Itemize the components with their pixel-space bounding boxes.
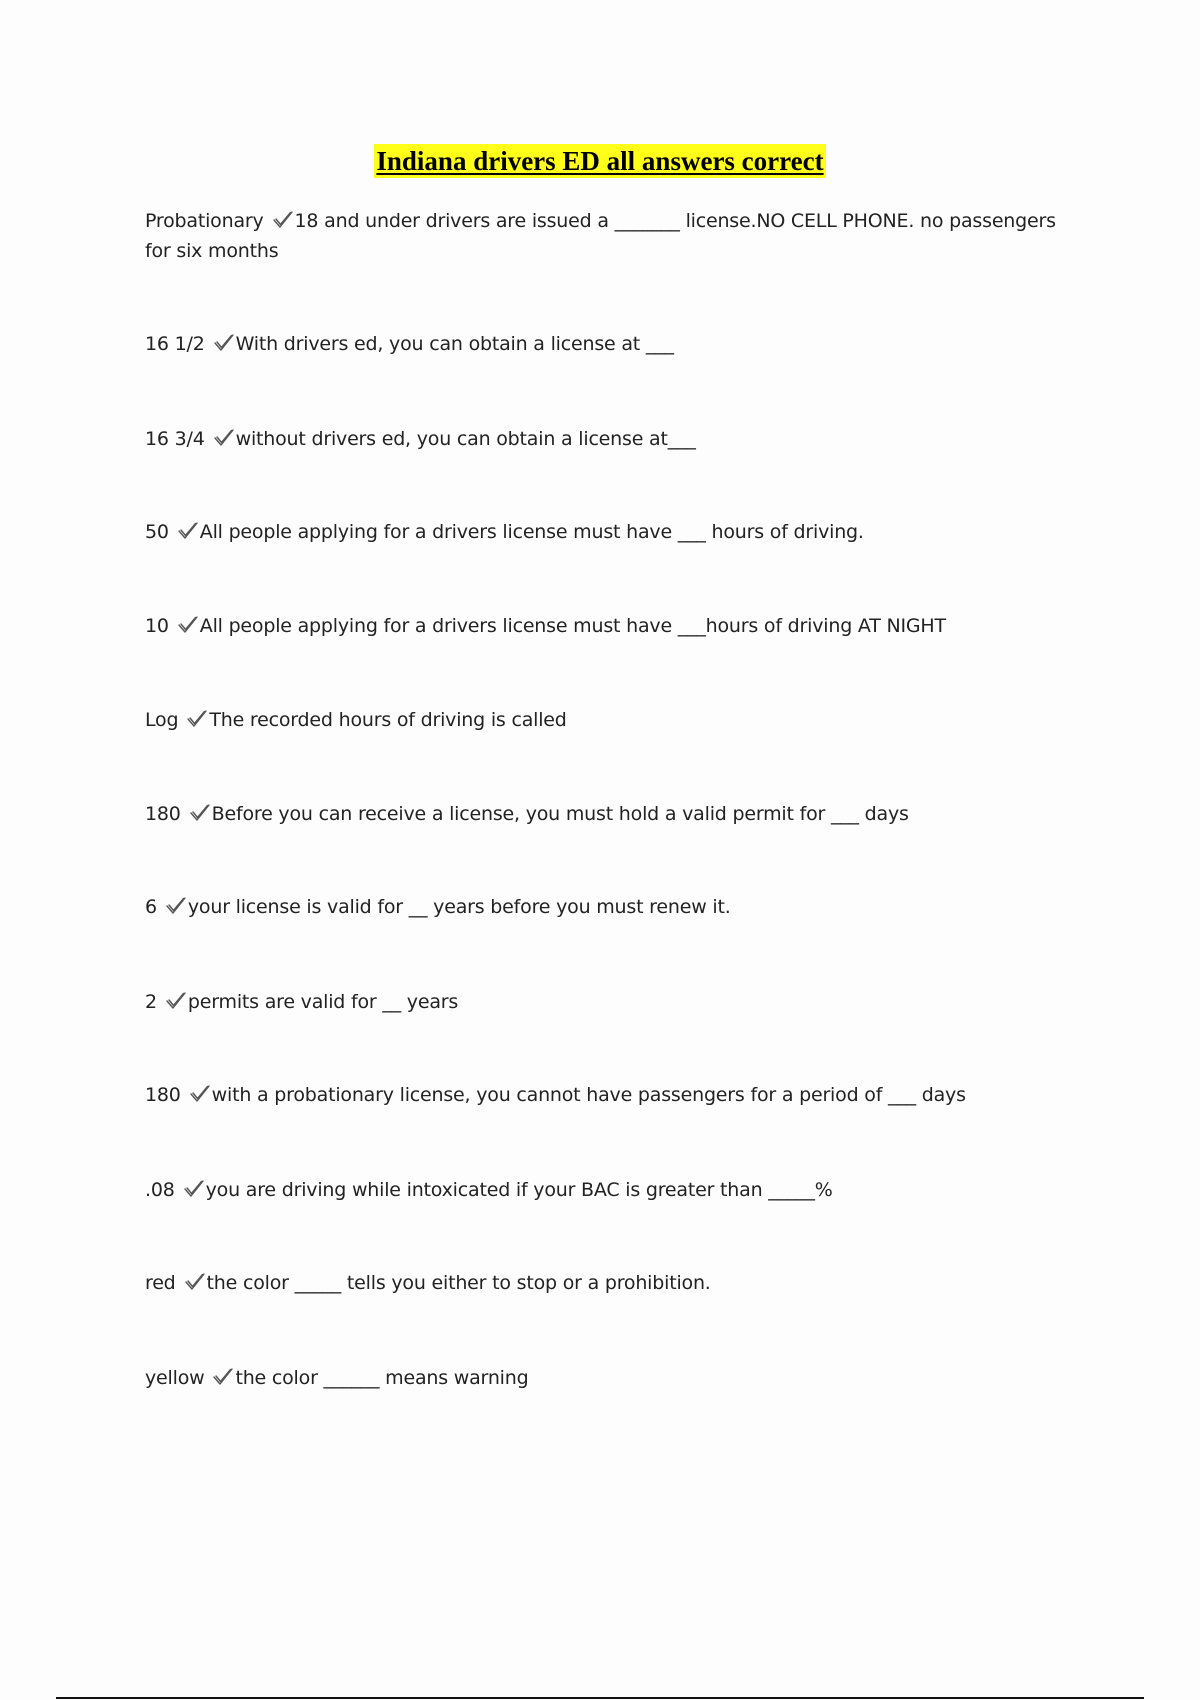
check-icon bbox=[165, 991, 187, 1011]
answer-text: red bbox=[145, 1272, 176, 1294]
question-text: All people applying for a drivers license must have ___hours of driving AT NIGHT bbox=[199, 615, 946, 637]
question-text: without drivers ed, you can obtain a license at___ bbox=[235, 428, 696, 450]
qa-item-3 bbox=[145, 424, 1075, 454]
check-icon bbox=[184, 1272, 206, 1292]
answer-text: 16 3/4 bbox=[145, 428, 205, 450]
answer-text: .08 bbox=[145, 1179, 175, 1201]
question-text: permits are valid for __ years bbox=[187, 991, 459, 1013]
answer-text: 10 bbox=[145, 615, 169, 637]
qa-item-11 bbox=[145, 1175, 1075, 1205]
qa-item-2 bbox=[145, 329, 1075, 359]
question-text: with a probationary license, you cannot have passengers for a period of ___ days bbox=[211, 1084, 966, 1106]
qa-item-7 bbox=[145, 799, 1075, 829]
footer-divider bbox=[56, 1697, 1144, 1699]
check-icon bbox=[189, 1084, 211, 1104]
answer-text: 16 1/2 bbox=[145, 333, 205, 355]
page-title: Indiana drivers ED all answers correct bbox=[376, 146, 824, 176]
check-icon bbox=[212, 1367, 234, 1387]
question-text: Before you can receive a license, you must hold a valid permit for ___ days bbox=[211, 803, 909, 825]
question-text: the color _____ tells you either to stop or a prohibition. bbox=[206, 1272, 711, 1294]
check-icon bbox=[183, 1179, 205, 1199]
answer-text: Log bbox=[145, 709, 179, 731]
question-text: 18 and under drivers are issued a _______ license.NO CELL PHONE. no passengers for six months bbox=[145, 210, 1056, 262]
answer-text: 50 bbox=[145, 521, 169, 543]
answer-text: 180 bbox=[145, 803, 181, 825]
qa-item-10 bbox=[145, 1080, 1075, 1110]
check-icon bbox=[213, 333, 235, 353]
title-block bbox=[0, 144, 1200, 178]
qa-item-1 bbox=[145, 206, 1075, 266]
qa-item-4 bbox=[145, 517, 1075, 547]
qa-item-9 bbox=[145, 987, 1075, 1017]
qa-item-5 bbox=[145, 611, 1075, 641]
answer-text: Probationary bbox=[145, 210, 264, 232]
check-icon bbox=[177, 615, 199, 635]
check-icon bbox=[177, 521, 199, 541]
question-text: your license is valid for __ years before you must renew it. bbox=[187, 896, 731, 918]
check-icon bbox=[213, 428, 235, 448]
qa-item-6 bbox=[145, 705, 1075, 735]
check-icon bbox=[189, 803, 211, 823]
question-text: you are driving while intoxicated if your BAC is greater than _____% bbox=[205, 1179, 833, 1201]
check-icon bbox=[272, 210, 294, 230]
qa-item-8 bbox=[145, 892, 1075, 922]
question-text: The recorded hours of driving is called bbox=[209, 709, 567, 731]
check-icon bbox=[186, 709, 208, 729]
answer-text: 2 bbox=[145, 991, 157, 1013]
answer-text: 180 bbox=[145, 1084, 181, 1106]
qa-item-13 bbox=[145, 1363, 1075, 1393]
qa-item-12 bbox=[145, 1268, 1075, 1298]
answer-text: 6 bbox=[145, 896, 157, 918]
check-icon bbox=[165, 896, 187, 916]
question-text: the color ______ means warning bbox=[235, 1367, 529, 1389]
question-text: All people applying for a drivers license must have ___ hours of driving. bbox=[199, 521, 864, 543]
question-text: With drivers ed, you can obtain a license at ___ bbox=[235, 333, 674, 355]
answer-text: yellow bbox=[145, 1367, 205, 1389]
